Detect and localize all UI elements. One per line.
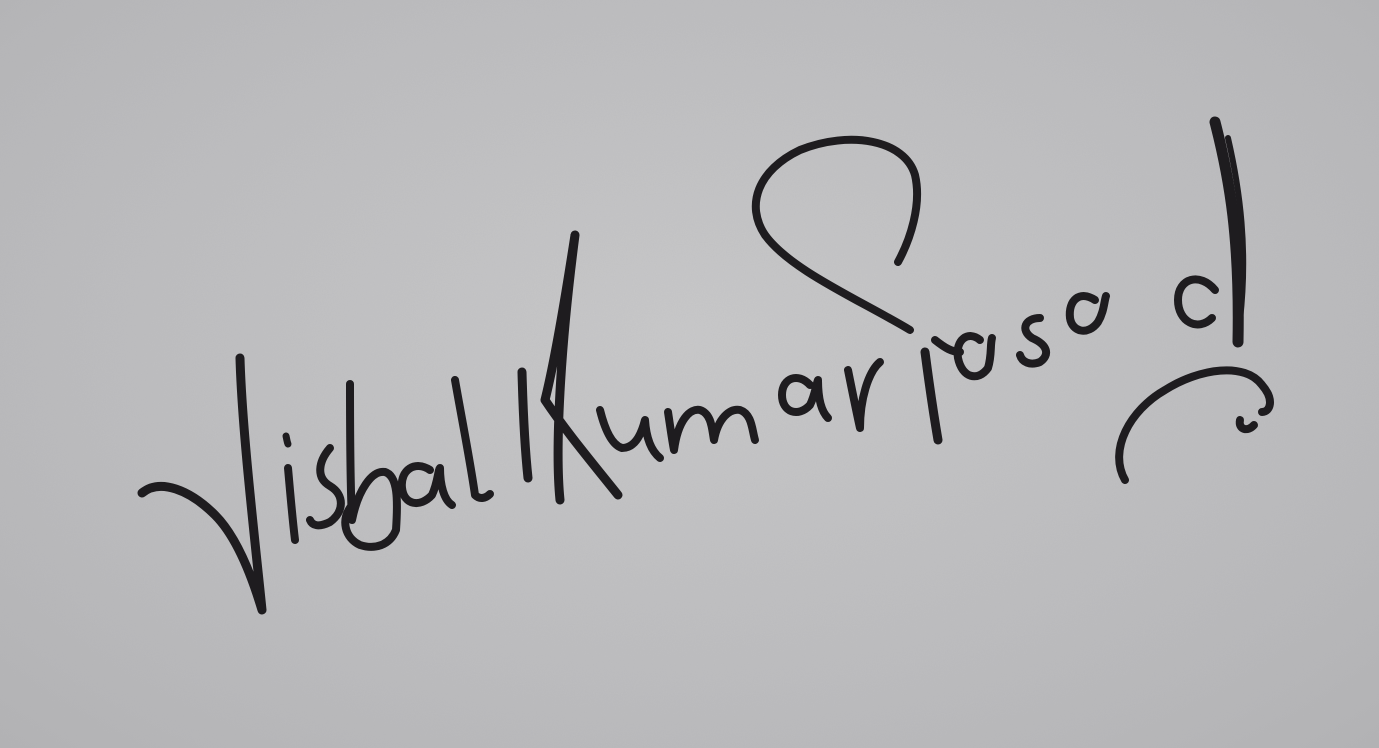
signature-stroke-a3: [958, 336, 992, 376]
signature-stroke-a4: [1070, 296, 1106, 331]
signature-stroke-u: [600, 410, 660, 458]
signature-stroke-p-loop: [756, 140, 917, 330]
signature-stroke-i: [288, 468, 295, 540]
signature-stroke-a: [402, 466, 452, 505]
signature-stroke-v: [142, 358, 262, 610]
signature-stroke-s2: [1020, 318, 1046, 364]
signature-stroke-k-stem: [522, 372, 528, 478]
signature-stroke-s: [310, 448, 341, 525]
signature-stroke-h: [345, 384, 397, 547]
signature-stroke-r: [848, 362, 880, 428]
signature-stroke-l: [455, 380, 490, 498]
signature-stroke-i-dot: [286, 436, 288, 444]
signature-stroke-k-diagonal: [545, 235, 618, 500]
signature-stroke-d-stem: [1215, 122, 1238, 342]
signature-stroke-a2: [782, 378, 828, 418]
signature-stroke-flourish-dot: [1240, 420, 1254, 429]
signature-stroke-p-stem: [925, 352, 938, 440]
signature-stroke-d-bowl: [1178, 279, 1215, 324]
signature-stroke-m: [668, 410, 755, 450]
